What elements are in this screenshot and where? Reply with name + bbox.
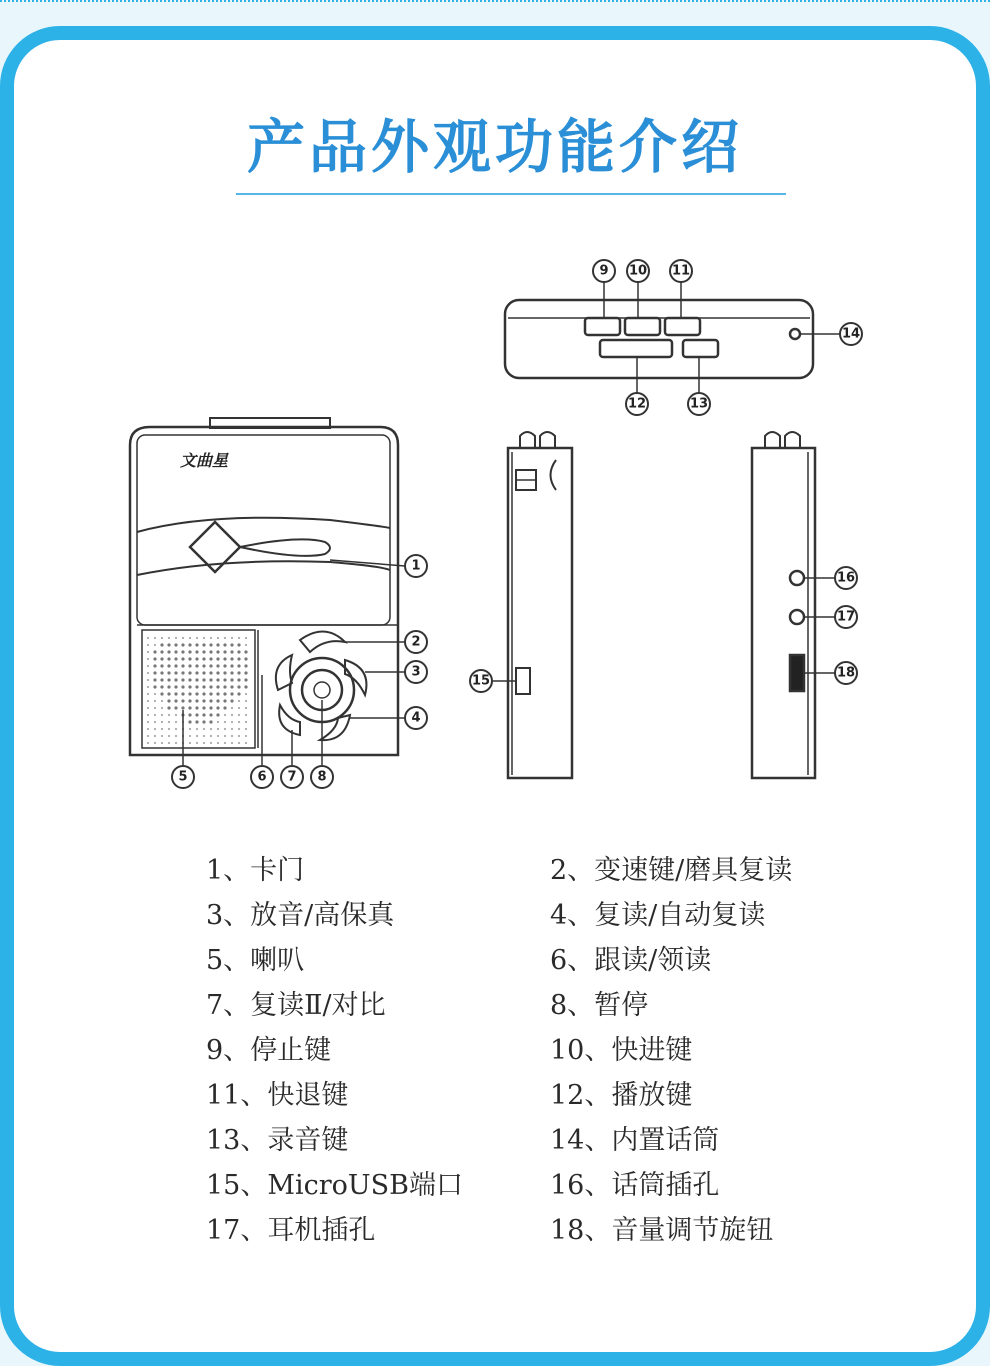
callout-9: [593, 260, 615, 282]
svg-text:2: 2: [411, 634, 421, 650]
svg-text:12: 12: [627, 396, 647, 412]
legend-item: 16、话筒插孔: [550, 1170, 720, 1201]
svg-text:18: 18: [836, 665, 856, 681]
legend-item: 15、MicroUSB端口: [206, 1170, 464, 1201]
svg-text:11: 11: [671, 263, 691, 279]
svg-text:17: 17: [836, 609, 856, 625]
legend-item: 17、耳机插孔: [206, 1215, 376, 1246]
callout-4: [405, 707, 427, 729]
callout-markers: [172, 260, 862, 788]
legend-item: 1、卡门: [206, 855, 305, 886]
legend-item: 11、快退键: [206, 1080, 349, 1111]
legend-item: 4、复读/自动复读: [550, 900, 766, 931]
callout-2: [405, 631, 427, 653]
svg-text:4: 4: [411, 710, 421, 726]
left-side-view: [508, 432, 572, 778]
callout-16: [835, 567, 857, 589]
svg-text:8: 8: [317, 769, 327, 785]
callout-10: [627, 260, 649, 282]
svg-text:3: 3: [411, 664, 421, 680]
legend-item: 2、变速键/磨具复读: [550, 855, 793, 886]
callout-7: [281, 766, 303, 788]
speaker-grille: [147, 637, 248, 744]
legend-item: 14、内置话筒: [550, 1125, 720, 1156]
right-side-view: [752, 432, 815, 778]
svg-text:1: 1: [411, 558, 421, 574]
legend-item: 13、录音键: [206, 1125, 349, 1156]
svg-text:10: 10: [628, 263, 648, 279]
callout-12: [626, 393, 648, 415]
callout-8: [311, 766, 333, 788]
svg-text:15: 15: [471, 673, 491, 689]
svg-text:13: 13: [689, 396, 709, 412]
svg-text:9: 9: [599, 263, 609, 279]
callout-6: [251, 766, 273, 788]
svg-text:6: 6: [257, 769, 267, 785]
callout-14: [840, 323, 862, 345]
callout-11: [670, 260, 692, 282]
svg-text:7: 7: [287, 769, 297, 785]
top-view-panel: [505, 300, 813, 378]
legend-item: 6、跟读/领读: [550, 945, 712, 976]
legend-item: 12、播放键: [550, 1080, 693, 1111]
legend-item: 5、喇叭: [206, 945, 305, 976]
brand-mark-text: 文曲星: [180, 451, 229, 470]
legend-item: 10、快进键: [550, 1035, 693, 1066]
legend-item: 9、停止键: [206, 1035, 332, 1066]
callout-5: [172, 766, 194, 788]
legend-item: 18、音量调节旋钮: [550, 1215, 774, 1246]
legend-item: 8、暂停: [550, 990, 649, 1021]
callout-1: [405, 555, 427, 577]
callout-13: [688, 393, 710, 415]
svg-text:5: 5: [178, 769, 188, 785]
legend-item: 3、放音/高保真: [206, 900, 395, 931]
callout-3: [405, 661, 427, 683]
callout-17: [835, 606, 857, 628]
svg-text:16: 16: [836, 570, 856, 586]
front-view-device: [130, 418, 398, 755]
callout-15: [470, 670, 492, 692]
legend-list: [206, 848, 906, 1253]
svg-text:14: 14: [841, 326, 861, 342]
legend-item: 7、复读Ⅱ/对比: [206, 990, 386, 1021]
callout-18: [835, 662, 857, 684]
page-title: 产品外观功能介绍: [246, 113, 743, 181]
